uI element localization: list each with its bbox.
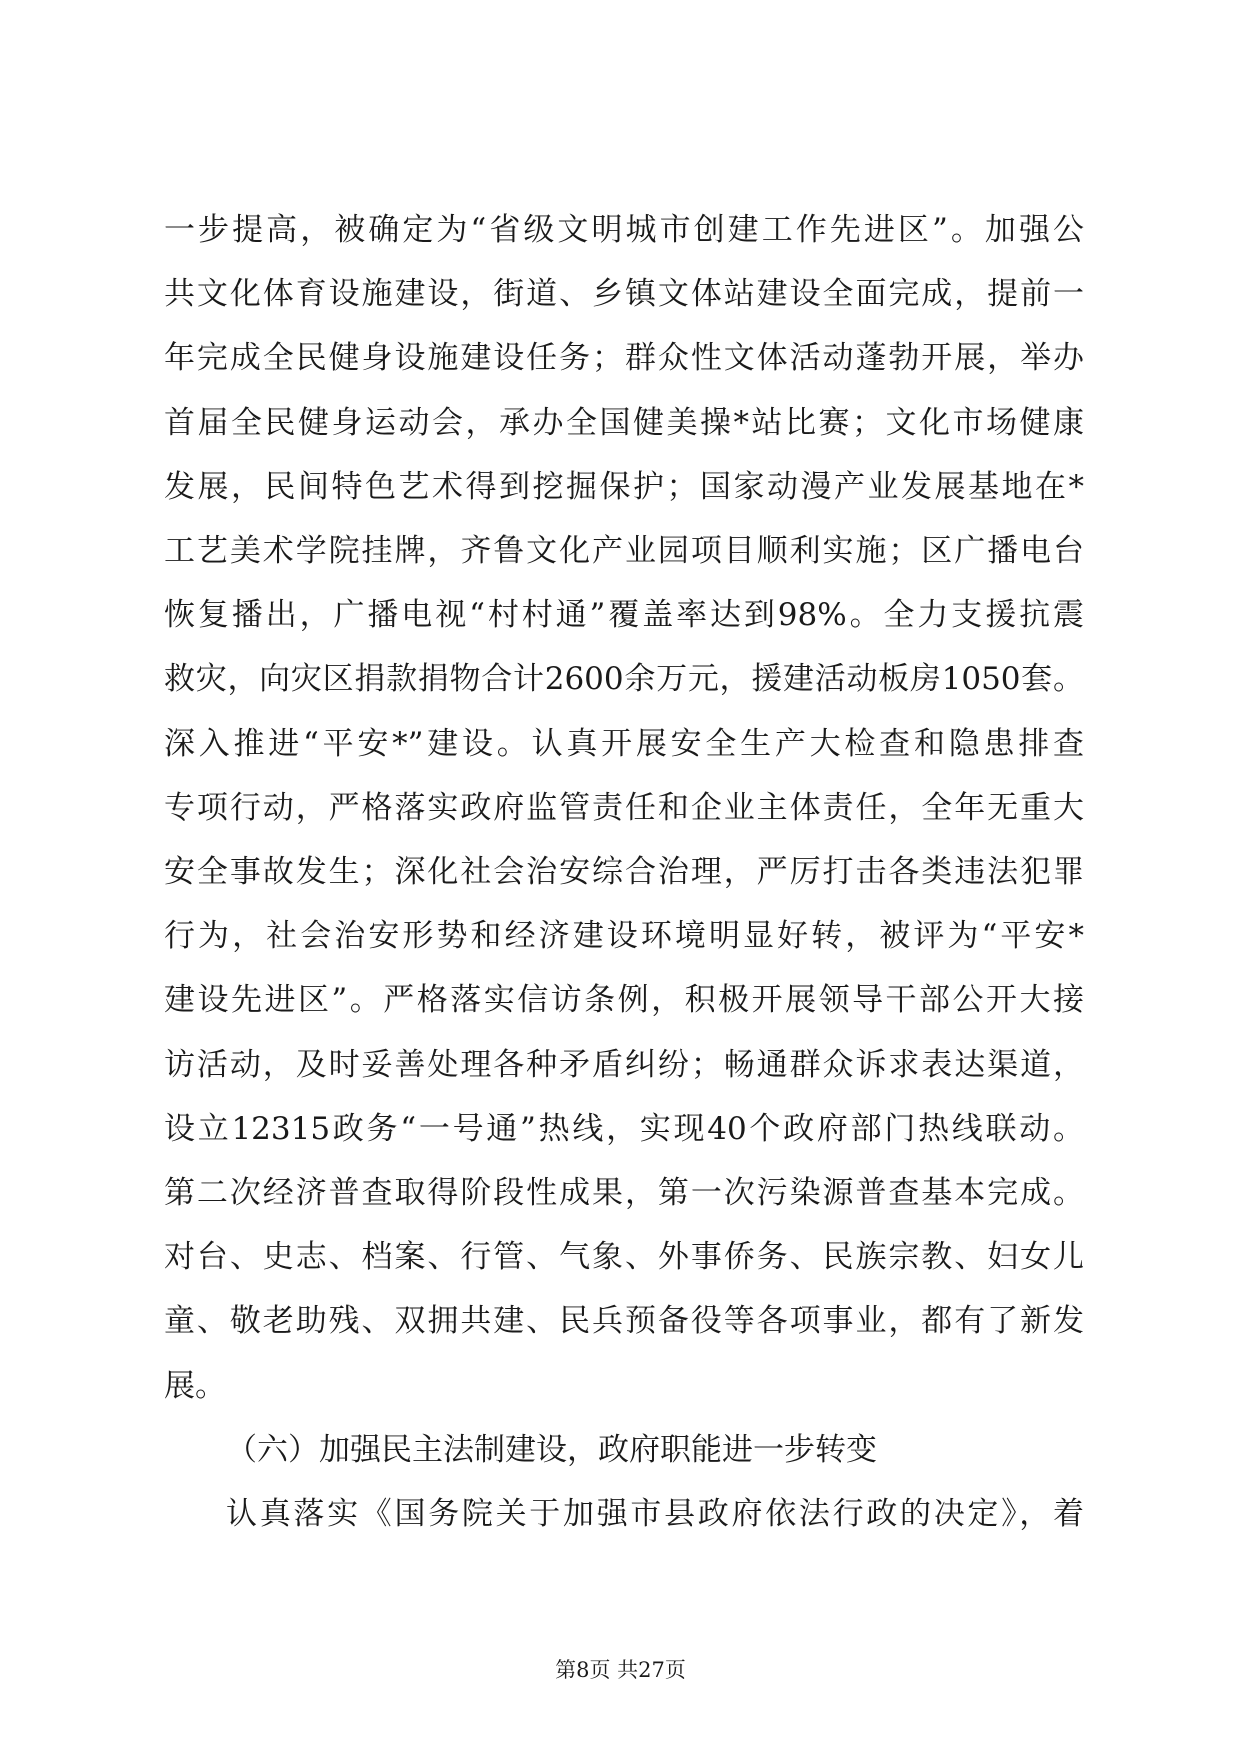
- body-text-line: 访活动，及时妥善处理各种矛盾纠纷；畅通群众诉求表达渠道，: [164, 1047, 1084, 1083]
- body-text-line: 设立12315政务“一号通”热线，实现40个政府部门热线联动。: [164, 1111, 1084, 1147]
- body-text-line: 行为，社会治安形势和经济建设环境明显好转，被评为“平安*: [164, 918, 1084, 954]
- body-text-line: 第二次经济普查取得阶段性成果，第一次污染源普查基本完成。: [164, 1175, 1084, 1211]
- body-text-line: 发展，民间特色艺术得到挖掘保护；国家动漫产业发展基地在*: [164, 469, 1084, 505]
- body-text-line: 救灾，向灾区捐款捐物合计2600余万元，援建活动板房1050套。: [164, 661, 1084, 697]
- body-text-line: 恢复播出，广播电视“村村通”覆盖率达到98%。全力支援抗震: [164, 597, 1084, 633]
- body-text-line: 首届全民健身运动会，承办全国健美操*站比赛；文化市场健康: [164, 405, 1084, 441]
- section-heading: （六）加强民主法制建设，政府职能进一步转变: [226, 1432, 877, 1468]
- paragraph-first-line: 认真落实《国务院关于加强市县政府依法行政的决定》，着: [226, 1496, 1084, 1532]
- body-text-line: 深入推进“平安*”建设。认真开展安全生产大检查和隐患排查: [164, 726, 1084, 762]
- body-text-line: 一步提高，被确定为“省级文明城市创建工作先进区”。加强公: [164, 212, 1084, 248]
- body-text-line: 建设先进区”。严格落实信访条例，积极开展领导干部公开大接: [164, 982, 1084, 1018]
- body-text-line: 童、敬老助残、双拥共建、民兵预备役等各项事业，都有了新发: [164, 1303, 1084, 1339]
- page-number-footer: 第8页 共27页: [555, 1658, 686, 1682]
- body-text-line: 年完成全民健身设施建设任务；群众性文体活动蓬勃开展，举办: [164, 340, 1084, 376]
- body-text-line: 共文化体育设施建设，街道、乡镇文体站建设全面完成，提前一: [164, 276, 1084, 312]
- body-text-line: 专项行动，严格落实政府监管责任和企业主体责任，全年无重大: [164, 790, 1084, 826]
- body-text-line: 工艺美术学院挂牌，齐鲁文化产业园项目顺利实施；区广播电台: [164, 533, 1084, 569]
- body-text-line: 对台、史志、档案、行管、气象、外事侨务、民族宗教、妇女儿: [164, 1239, 1084, 1275]
- body-text-line: 安全事故发生；深化社会治安综合治理，严厉打击各类违法犯罪: [164, 854, 1084, 890]
- body-text-line: 展。: [164, 1368, 226, 1404]
